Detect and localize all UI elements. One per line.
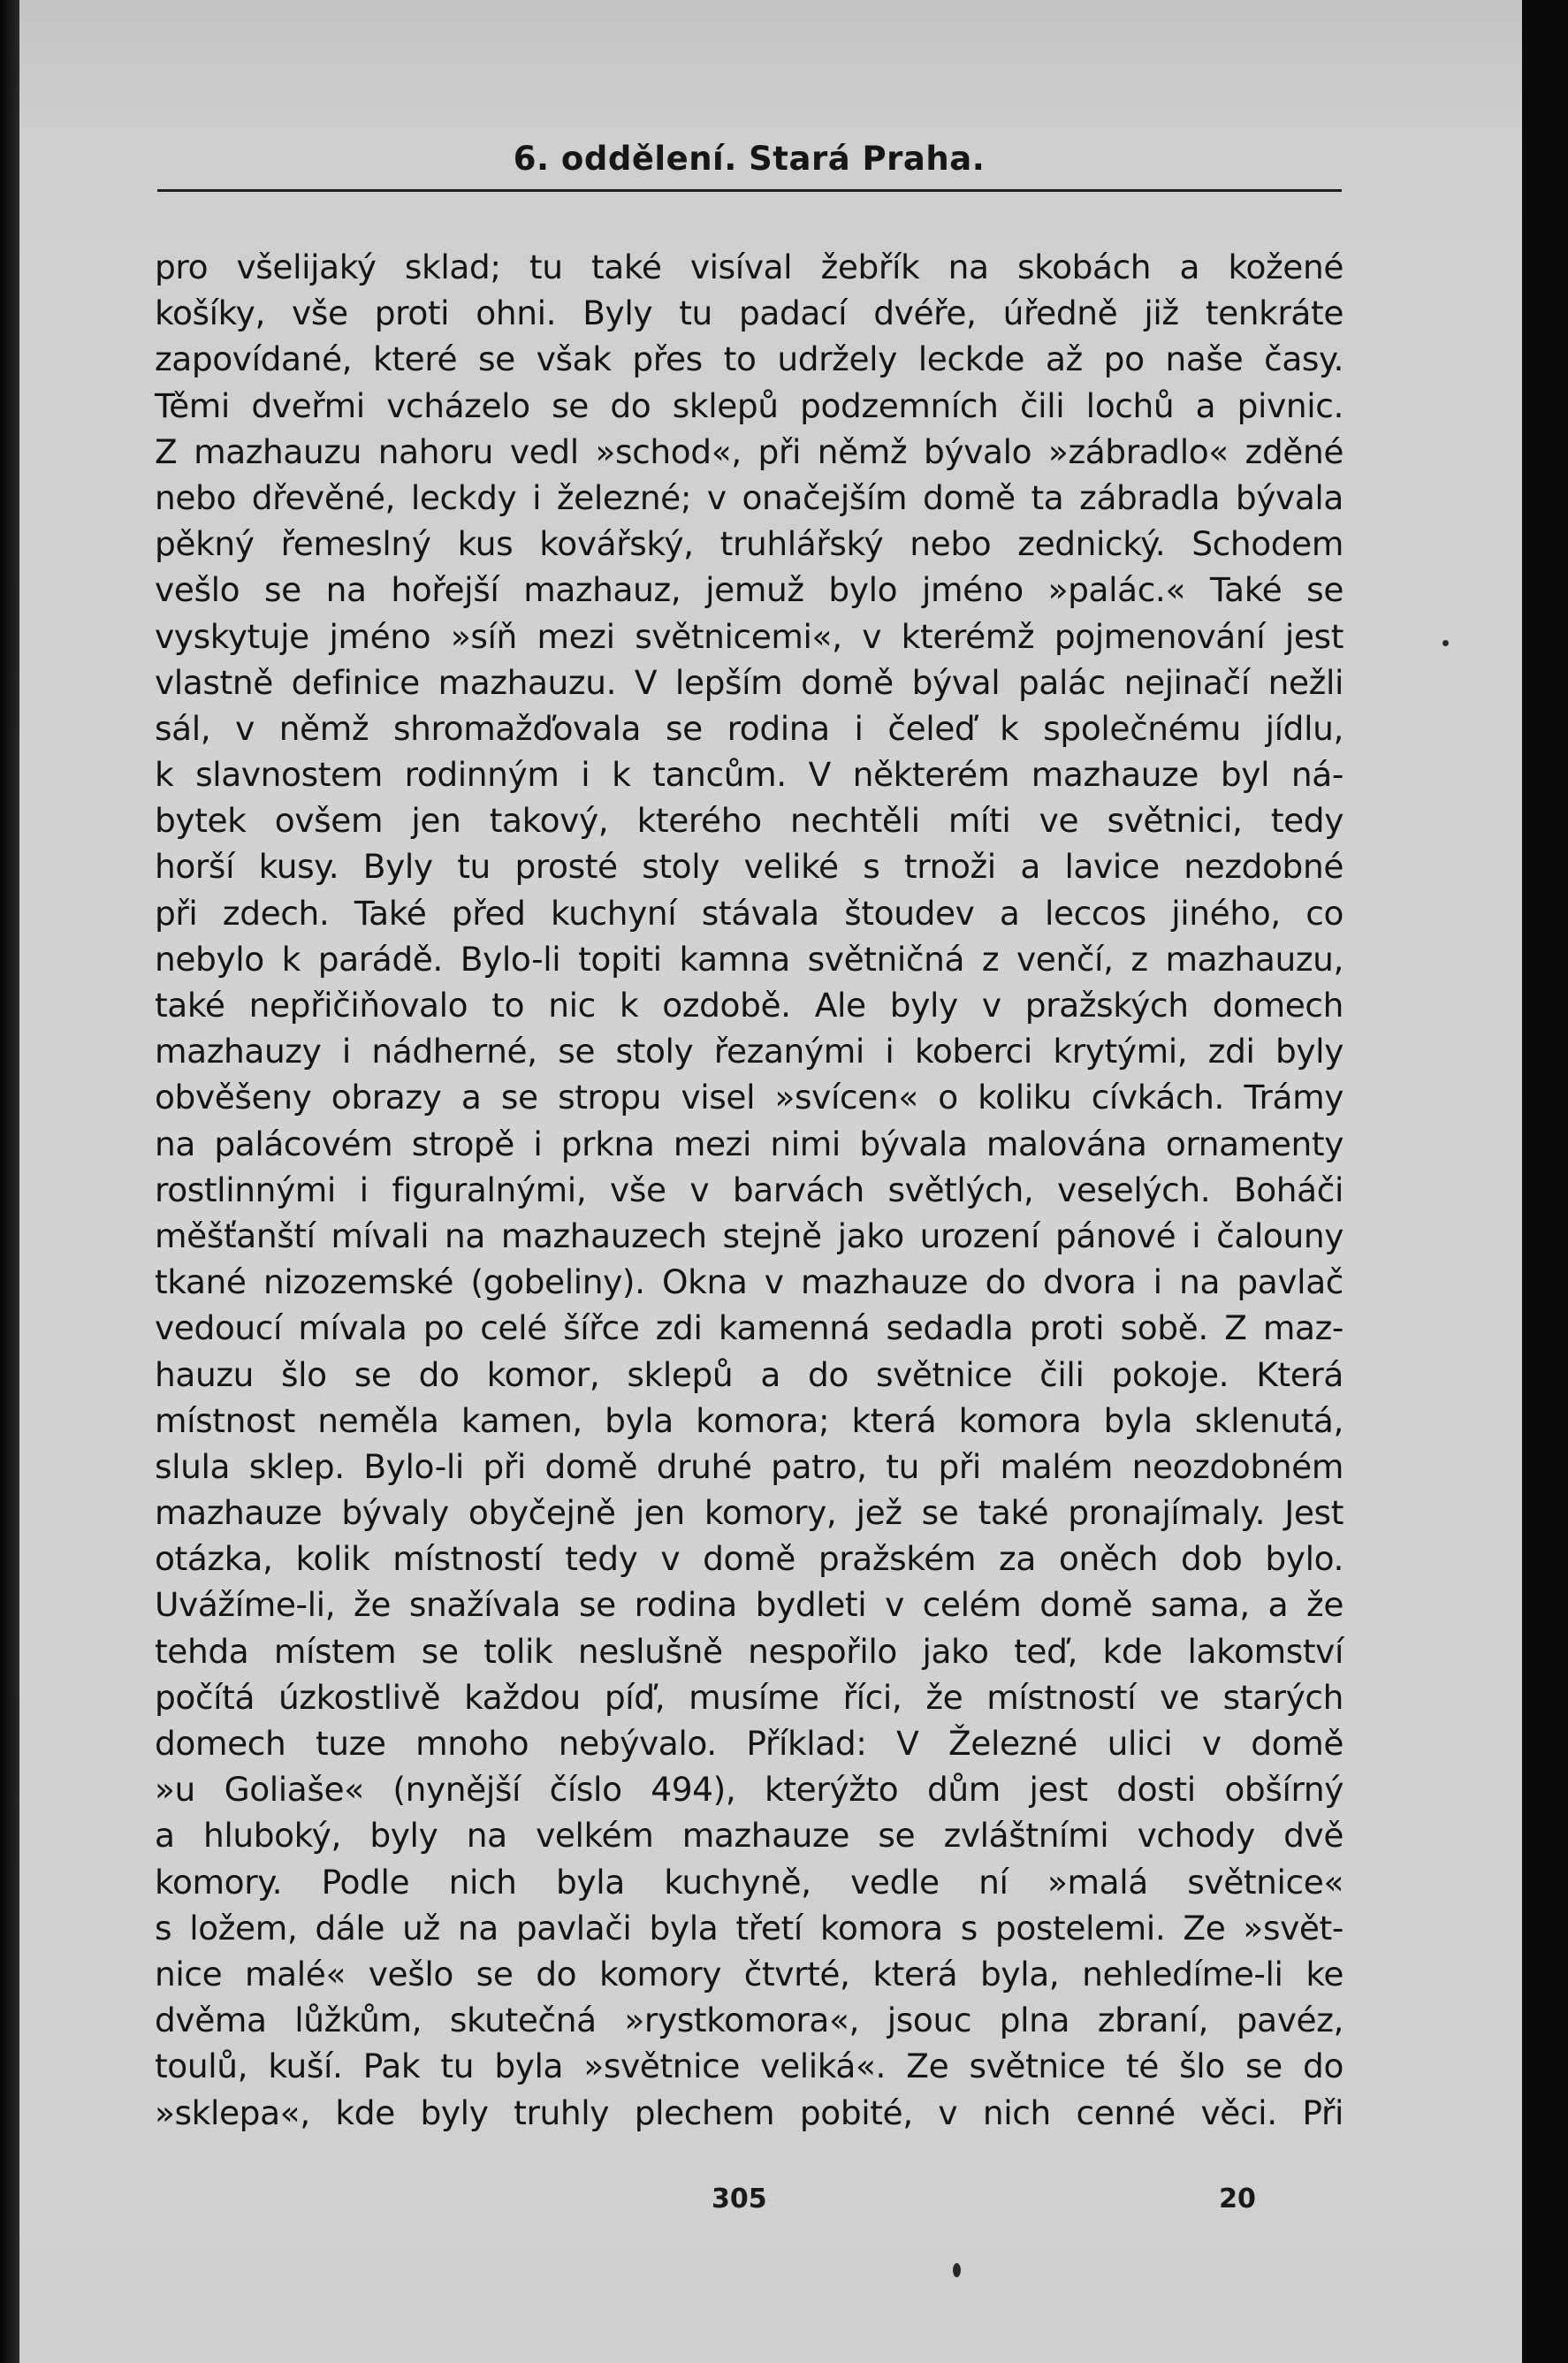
text-line: při zdech. Také před kuchyní stávala štoudev a leccos jiného, co xyxy=(155,893,1343,933)
text-line: měšťanští mívali na mazhauzech stejně jako urození pánové i čalouny xyxy=(155,1216,1343,1255)
text-line: také nepřičiňovalo to nic k ozdobě. Ale byly v pražských domech xyxy=(155,986,1343,1025)
text-line: vešlo se na hořejší mazhauz, jemuž bylo jméno »palác.« Také se xyxy=(155,570,1343,610)
text-line: pro všelijaký sklad; tu také visíval žebřík na skobách a kožené xyxy=(155,248,1343,286)
text-line: sál, v němž shromažďovala se rodina i čeleď k společnému jídlu, xyxy=(155,708,1343,748)
text-line: k slavnostem rodinným i k tancům. V některém mazhauze byl ná- xyxy=(155,755,1343,795)
text-line: obvěšeny obrazy a se stropu visel »svícen« o koliku cívkách. Trámy xyxy=(155,1078,1343,1117)
text-line: Uvážíme-li, že snažívala se rodina bydleti v celém domě sama, a že xyxy=(155,1585,1343,1625)
text-line: »u Goliaše« (nynější číslo 494), kterýžto dům jest dosti obšírný xyxy=(155,1770,1343,1810)
text-line: horší kusy. Byly tu prosté stoly veliké s trnoži a lavice nezdobné xyxy=(155,847,1343,887)
text-line: zapovídané, které se však přes to udržely leckde až po naše časy. xyxy=(155,339,1343,379)
ink-speck xyxy=(1442,640,1449,646)
text-line: Z mazhauzu nahoru vedl »schod«, při němž bývalo »zábradlo« zděné xyxy=(155,431,1343,471)
text-line: tkané nizozemské (gobeliny). Okna v mazhauze do dvora i na pavlač xyxy=(155,1262,1343,1302)
text-line: toulů, kuší. Pak tu byla »světnice veliká«. Ze světnice té šlo se do xyxy=(155,2047,1343,2086)
text-line: otázka, kolik místností tedy v domě pražském za oněch dob bylo. xyxy=(155,1539,1343,1579)
text-line: mazhauzy i nádherné, se stoly řezanými i koberci krytými, zdi byly xyxy=(155,1032,1343,1071)
text-line: pěkný řemeslný kus kovářský, truhlářský nebo zednický. Schodem xyxy=(155,524,1343,564)
scan-left-border xyxy=(0,0,19,2363)
ink-speck xyxy=(953,2263,961,2277)
text-line: nice malé« vešlo se do komory čtvrté, která byla, nehledíme-li ke xyxy=(155,1954,1343,1993)
text-line: vyskytuje jméno »síň mezi světnicemi«, v kterémž pojmenování jest xyxy=(155,616,1343,656)
text-line: dvěma lůžkům, skutečná »rystkomora«, jsouc plna zbraní, pavéz, xyxy=(155,2001,1343,2040)
text-line: košíky, vše proti ohni. Byly tu padací dvéře, úředně již tenkráte xyxy=(155,293,1343,333)
text-line: vlastně definice mazhauzu. V lepším domě býval palác nejinačí nežli xyxy=(155,662,1343,702)
text-line: a hluboký, byly na velkém mazhauze se zvláštními vchody dvě xyxy=(155,1816,1343,1856)
text-line: nebylo k parádě. Bylo-li topiti kamna světničná z venčí, z mazhauzu, xyxy=(155,939,1343,979)
text-line: komory. Podle nich byla kuchyně, vedle ní »malá světnice« xyxy=(155,1862,1343,1902)
text-line: vedoucí mívala po celé šířce zdi kamenná sedadla proti sobě. Z maz- xyxy=(155,1308,1343,1348)
header-rule xyxy=(157,189,1342,192)
text-line: hauzu šlo se do komor, sklepů a do světnice čili pokoje. Která xyxy=(155,1354,1343,1394)
text-line: mazhauze bývaly obyčejně jen komory, jež se také pronajímaly. Jest xyxy=(155,1493,1343,1533)
text-line: tehda místem se tolik neslušně nespořilo jako teď, kde lakomství xyxy=(155,1631,1343,1671)
body-text xyxy=(155,244,1343,2136)
text-line: slula sklep. Bylo-li při domě druhé patro, tu při malém neozdobném xyxy=(155,1446,1343,1486)
text-line: na palácovém stropě i prkna mezi nimi bývala malována ornamenty xyxy=(155,1124,1343,1163)
text-line: Těmi dveřmi vcházelo se do sklepů podzemních čili lochů a pivnic. xyxy=(155,385,1343,425)
text-line: »sklepa«, kde byly truhly plechem pobité, v nich cenné věci. Při xyxy=(155,2092,1343,2132)
page-number: 305 xyxy=(712,2184,767,2214)
text-line: s ložem, dále už na pavlači byla třetí komora s postelemi. Ze »svět- xyxy=(155,1908,1343,1948)
running-header: 6. oddělení. Stará Praha. xyxy=(513,140,986,178)
text-line: místnost neměla kamen, byla komora; která komora byla sklenutá, xyxy=(155,1400,1343,1440)
text-line: počítá úzkostlivě každou píď, musíme říci, že místností ve starých xyxy=(155,1677,1343,1717)
text-line: domech tuze mnoho nebývalo. Příklad: V Železné ulici v domě xyxy=(155,1724,1343,1763)
signature-mark: 20 xyxy=(1219,2184,1256,2214)
text-line: rostlinnými i figuralnými, vše v barvách světlých, veselých. Boháči xyxy=(155,1170,1343,1209)
text-line: bytek ovšem jen takový, kterého nechtěli míti ve světnici, tedy xyxy=(155,801,1343,841)
scan-right-border xyxy=(1522,0,1568,2363)
text-line: nebo dřevěné, leckdy i železné; v onačejším domě ta zábradla bývala xyxy=(155,477,1343,517)
